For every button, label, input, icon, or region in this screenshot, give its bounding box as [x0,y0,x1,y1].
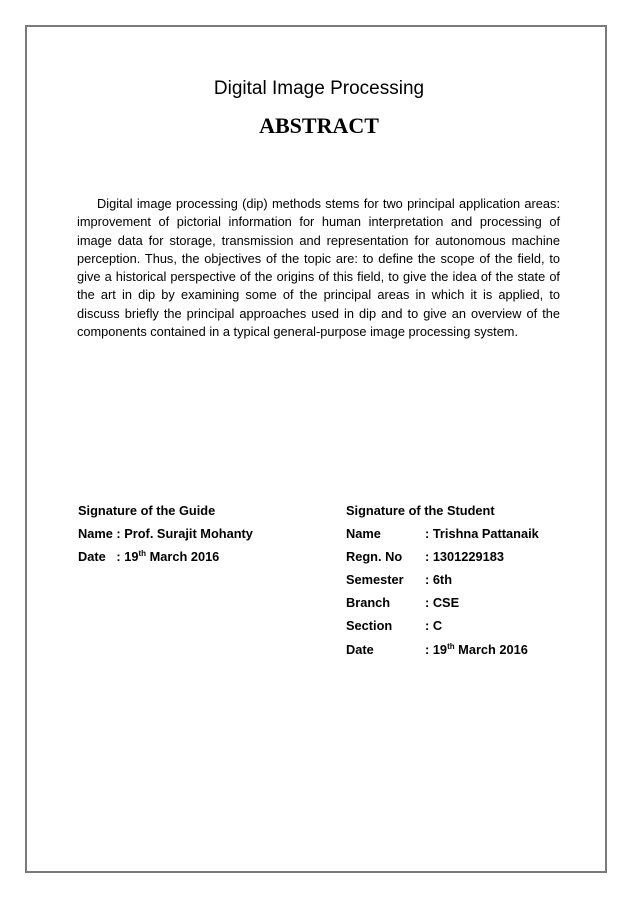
page-border [25,25,607,873]
student-section-row [346,614,539,637]
student-date-prefix: : 19 [425,641,448,657]
student-date-label: Date [346,641,374,657]
guide-date-suffix: March 2016 [146,549,220,565]
student-date-ordinal: th [447,641,455,651]
student-signature-block [346,499,539,661]
student-regn-label: Regn. No [346,549,403,565]
student-name-value: : Trishna Pattanaik [425,526,539,542]
student-semester-row [346,568,539,591]
guide-signature-label: Signature of the Guide [78,503,216,518]
student-branch-label: Branch [346,595,391,611]
student-semester-value: : 6th [425,572,453,588]
guide-date-ordinal: th [138,549,147,559]
guide-signature-block [78,499,253,568]
student-date-row [346,638,539,661]
student-branch-row [346,591,539,614]
student-signature-label: Signature of the Student [346,503,495,518]
student-name-row [346,522,539,545]
student-branch-value: : CSE [425,595,460,611]
guide-date [78,545,253,568]
abstract-heading: ABSTRACT [259,113,379,138]
guide-name: Name : Prof. Surajit Mohanty [78,526,253,542]
student-date-suffix: March 2016 [454,641,528,657]
course-title: Digital Image Processing [213,78,425,99]
student-regn-row [346,545,539,568]
student-regn-value: : 1301229183 [425,549,504,565]
guide-date-prefix: Date : 19 [78,549,139,565]
student-name-label: Name [346,526,381,542]
student-semester-label: Semester [346,572,404,588]
abstract-paragraph: Digital image processing (dip) methods stems for two principal application areas: improvement of pictorial information for human interpretation and processing of image data for storage, transmission and representation for autonomous machine perception. Thus, the objectives of the topic are: to define the scope of the field, to give a historical perspective of the origins of this field, to give the idea of the state of the art in dip by examining some of the principal areas in which it is applied, to discuss briefly the principal approaches used in dip and to give an overview of the components contained in a typical general-purpose image processing system. [77,196,560,340]
student-section-label: Section [346,618,393,634]
student-section-value: : C [425,618,443,634]
